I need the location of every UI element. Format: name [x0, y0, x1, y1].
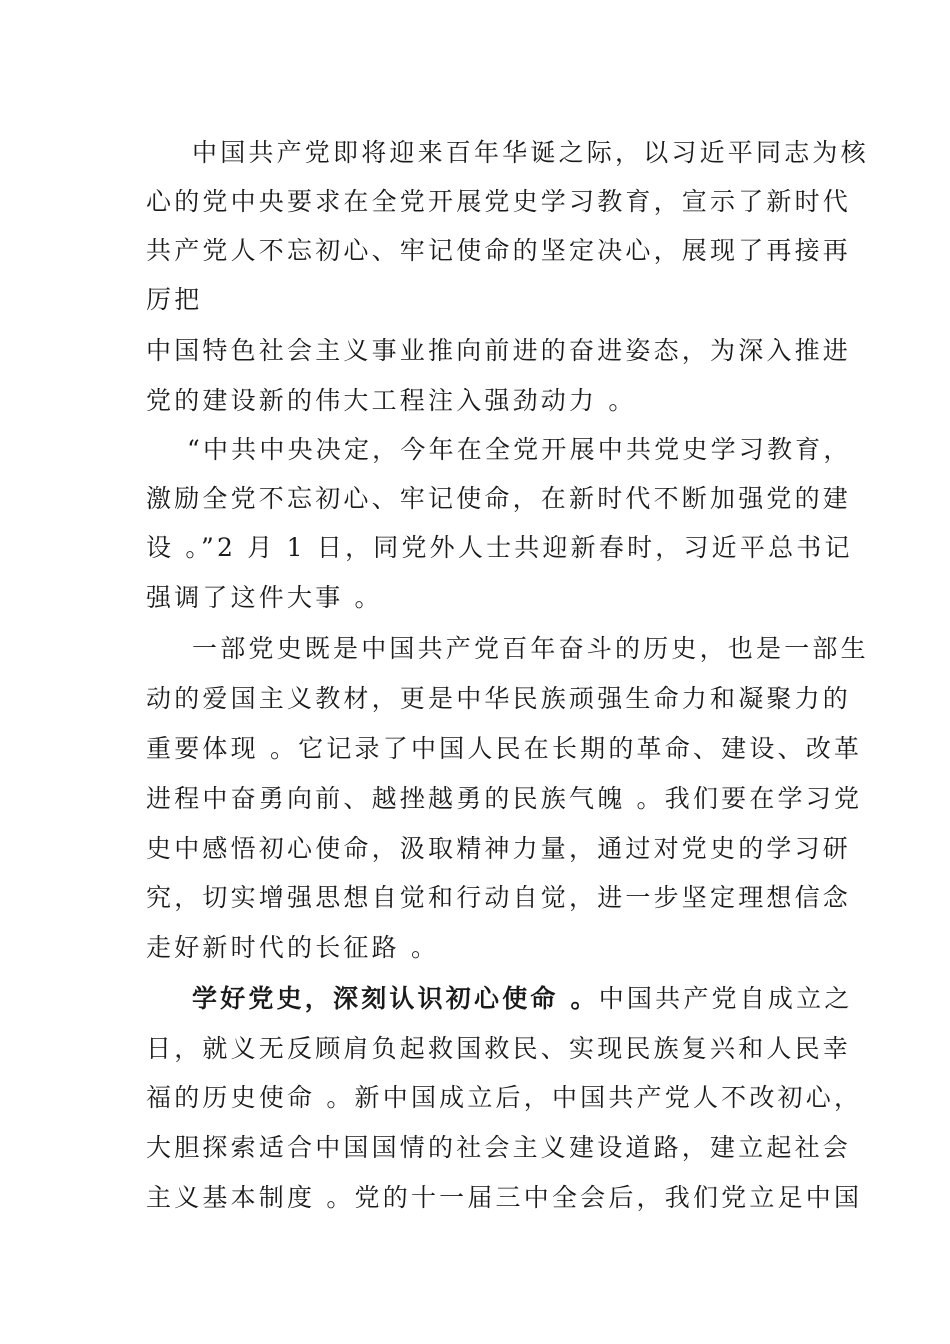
paragraph-4-line-2: 日，就义无反顾肩负起救国救民、实现民族复兴和人民幸 [146, 1034, 852, 1063]
paragraph-3-line-5: 史中感悟初心使命，汲取精神力量，通过对党史的学习研 [146, 834, 852, 863]
paragraph-4-heading: 学好党史，深刻认识初心使命 。 [192, 984, 599, 1013]
paragraph-4-line-3: 福的历史使命 。新中国成立后，中国共产党人不改初心， [146, 1083, 863, 1112]
paragraph-1-line-4: 厉把 [146, 285, 203, 314]
paragraph-4-line-5: 主义基本制度 。党的十一届三中全会后，我们党立足中国 [146, 1183, 863, 1212]
paragraph-1-line-5: 中国特色社会主义事业推向前进的奋进姿态，为深入推进 [146, 336, 852, 365]
paragraph-3-line-1: 一部党史既是中国共产党百年奋斗的历史，也是一部生 [192, 634, 869, 663]
paragraph-1-line-3: 共产党人不忘初心、牢记使命的坚定决心，展现了再接再 [146, 236, 852, 265]
paragraph-4-line-4: 大胆探索适合中国国情的社会主义建设道路，建立起社会 [146, 1133, 852, 1162]
paragraph-3-line-4: 进程中奋勇向前、越挫越勇的民族气魄 。我们要在学习党 [146, 784, 863, 813]
paragraph-3-line-7: 走好新时代的长征路 。 [146, 933, 440, 962]
paragraph-1-line-6: 党的建设新的伟大工程注入强劲动力 。 [146, 386, 637, 415]
paragraph-2-line-3: 设 。”2 月 1 日，同党外人士共迎新春时，习近平总书记 [146, 533, 853, 562]
paragraph-1-line-2: 心的党中央要求在全党开展党史学习教育，宣示了新时代 [146, 187, 852, 216]
paragraph-4-line-1 [192, 984, 862, 1014]
paragraph-2-line-1: “中共中央决定，今年在全党开展中共党史学习教育， [187, 435, 852, 464]
paragraph-1-line-1: 中国共产党即将迎来百年华诞之际，以习近平同志为核 [192, 138, 869, 167]
paragraph-4-first-line-rest: 中国共产党自成立之 [598, 984, 853, 1013]
paragraph-3-line-6: 究，切实增强思想自觉和行动自觉，进一步坚定理想信念 [146, 883, 852, 912]
paragraph-3-line-3: 重要体现 。它记录了中国人民在长期的革命、建设、改革 [146, 734, 863, 763]
paragraph-2-line-2: 激励全党不忘初心、牢记使命，在新时代不断加强党的建 [146, 484, 852, 513]
paragraph-3-line-2: 动的爱国主义教材，更是中华民族顽强生命力和凝聚力的 [146, 684, 852, 713]
paragraph-2-line-4: 强调了这件大事 。 [146, 583, 383, 612]
